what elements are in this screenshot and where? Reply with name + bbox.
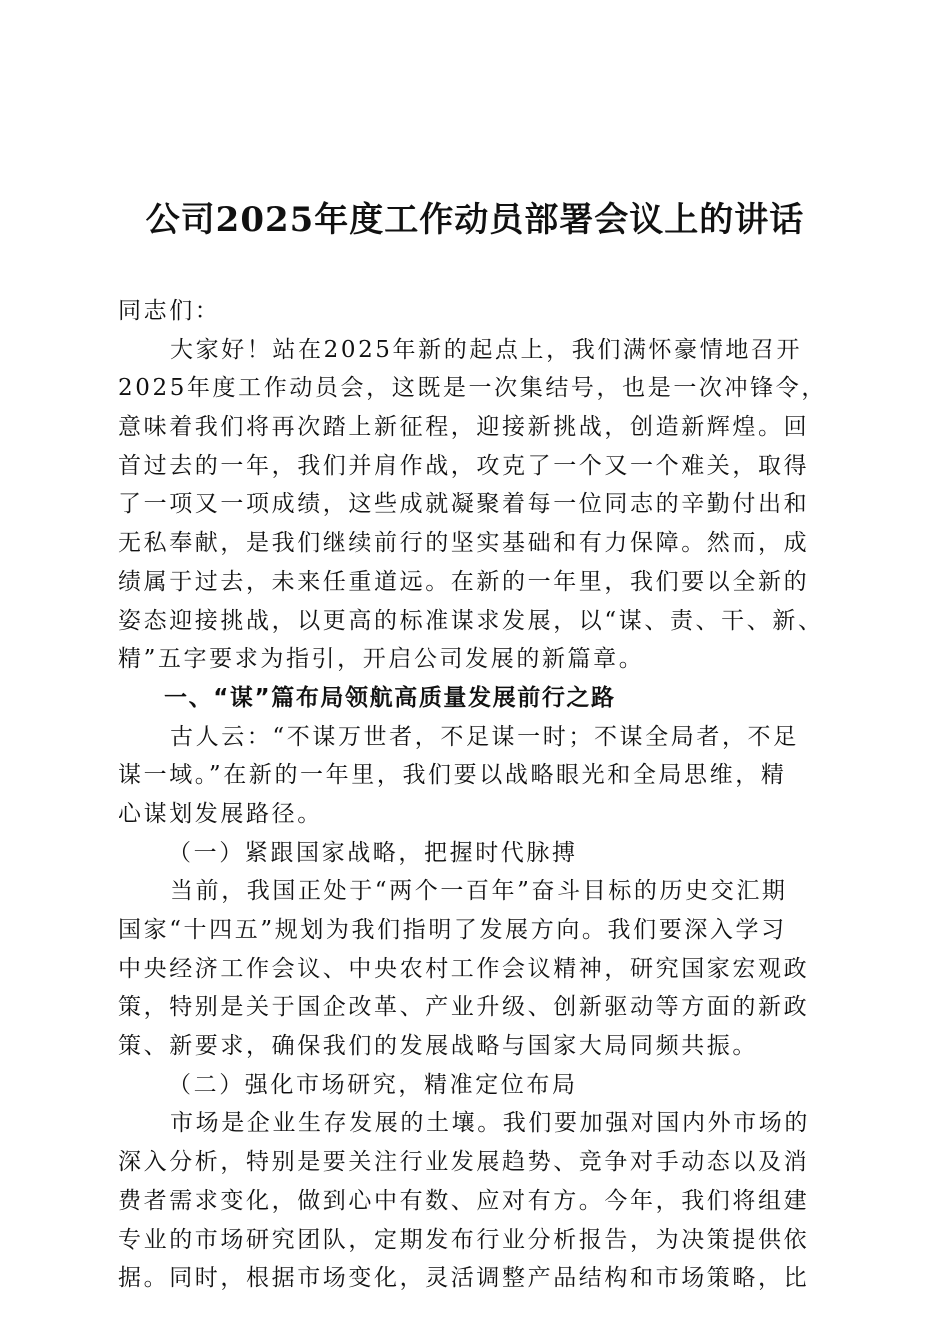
paragraph-line: 谋一域。”在新的一年里，我们要以战略眼光和全局思维，精 [118, 762, 787, 789]
paragraph-line: 费者需求变化，做到心中有数、应对有方。今年，我们将组建 [118, 1187, 810, 1214]
paragraph-line: 意味着我们将再次踏上新征程，迎接新挑战，创造新辉煌。回 [118, 414, 810, 441]
paragraph-line: 姿态迎接挑战，以更高的标准谋求发展，以“谋、责、干、新、 [118, 607, 824, 634]
paragraph-line: 精”五字要求为指引，开启公司发展的新篇章。 [118, 646, 645, 673]
subsection-heading: （一）紧跟国家战略，把握时代脉搏 [168, 839, 578, 866]
paragraph-line: 绩属于过去，未来任重道远。在新的一年里，我们要以全新的 [118, 568, 810, 595]
paragraph-line: 无私奉献，是我们继续前行的坚实基础和有力保障。然而，成 [118, 530, 810, 557]
section-heading: 一、“谋”篇布局领航高质量发展前行之路 [164, 684, 616, 711]
salutation: 同志们： [118, 298, 221, 324]
document-body [118, 292, 838, 1298]
document-title: 公司2025年度工作动员部署会议上的讲话 [145, 200, 805, 240]
paragraph-line: 古人云：“不谋万世者，不足谋一时；不谋全局者，不足 [170, 723, 799, 750]
paragraph-line: 据。同时，根据市场变化，灵活调整产品结构和市场策略，比 [118, 1265, 810, 1292]
paragraph-line: 策、新要求，确保我们的发展战略与国家大局同频共振。 [118, 1033, 758, 1060]
paragraph-line: 专业的市场研究团队，定期发布行业分析报告，为决策提供依 [118, 1226, 810, 1253]
paragraph-line: 中央经济工作会议、中央农村工作会议精神，研究国家宏观政 [118, 955, 810, 982]
paragraph-line: 当前，我国正处于“两个一百年”奋斗目标的历史交汇期 [170, 878, 788, 905]
paragraph-line: 2025年度工作动员会，这既是一次集结号，也是一次冲锋令， [118, 375, 827, 402]
paragraph-line: 市场是企业生存发展的土壤。我们要加强对国内外市场的 [170, 1110, 810, 1137]
paragraph-line: 大家好！站在2025年新的起点上，我们满怀豪情地召开 [170, 336, 803, 363]
paragraph-line: 心谋划发展路径。 [118, 800, 323, 827]
subsection-heading: （二）强化市场研究，精准定位布局 [168, 1071, 578, 1098]
paragraph-line: 策，特别是关于国企改革、产业升级、创新驱动等方面的新政 [118, 994, 810, 1021]
paragraph-line: 国家“十四五”规划为我们指明了发展方向。我们要深入学习 [118, 917, 787, 943]
paragraph-line: 深入分析，特别是要关注行业发展趋势、竞争对手动态以及消 [118, 1149, 810, 1176]
paragraph-line: 首过去的一年，我们并肩作战，攻克了一个又一个难关，取得 [118, 452, 810, 479]
paragraph-line: 了一项又一项成绩，这些成就凝聚着每一位同志的辛勤付出和 [118, 491, 810, 518]
